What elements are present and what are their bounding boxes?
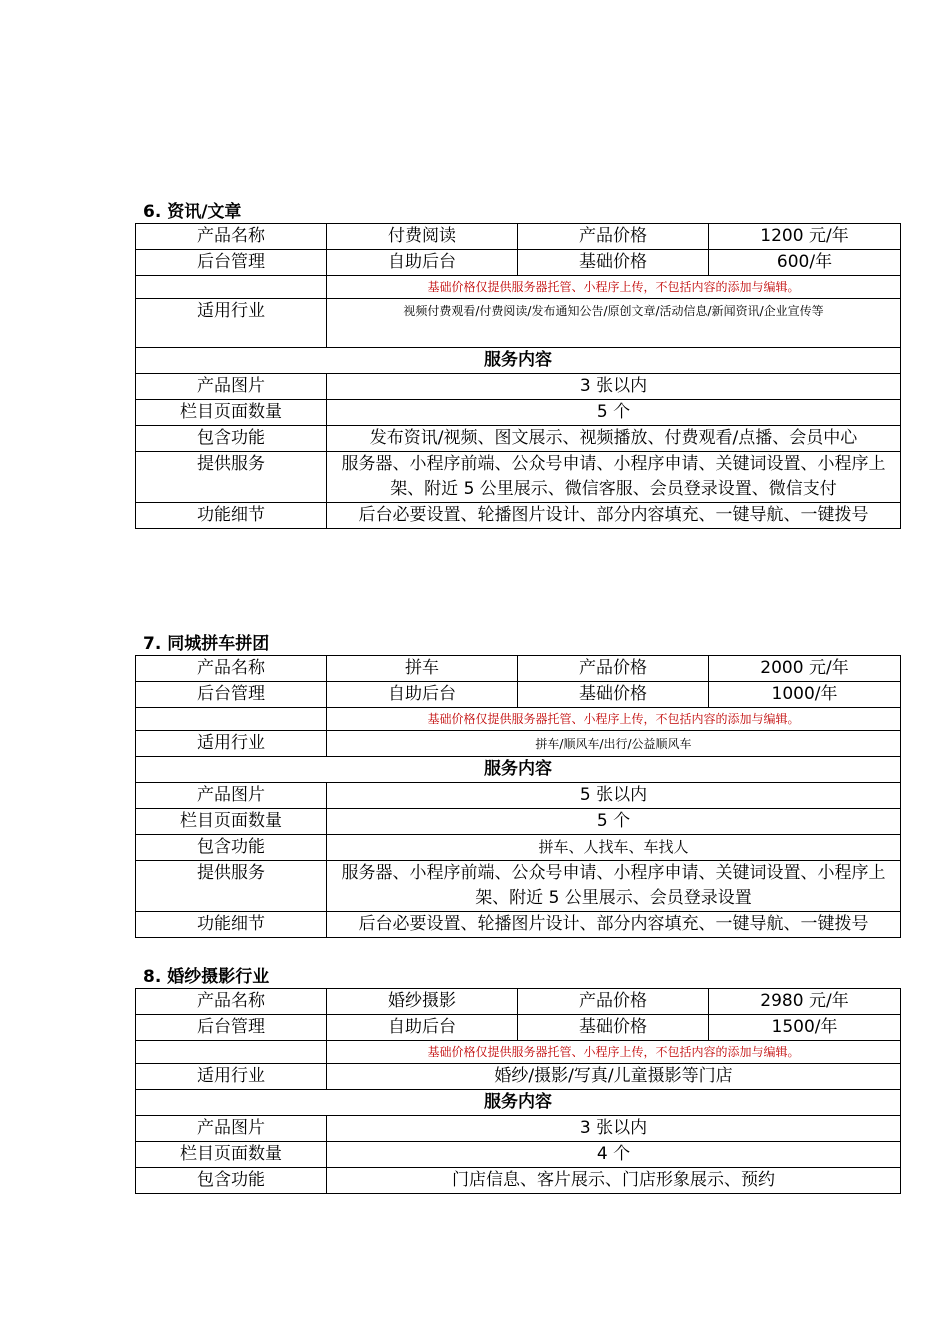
images-label: 产品图片 — [136, 1116, 327, 1142]
features-value: 发布资讯/视频、图文展示、视频播放、付费观看/点播、会员中心 — [327, 426, 901, 452]
note-empty-cell — [136, 708, 327, 731]
table-row — [136, 682, 901, 708]
table-row — [136, 708, 901, 731]
section-6 — [135, 201, 886, 529]
table-row — [136, 809, 901, 835]
price-label: 产品价格 — [518, 224, 709, 250]
product-name-value: 婚纱摄影 — [327, 989, 518, 1015]
price-value: 1200 元/年 — [709, 224, 901, 250]
table-row — [136, 783, 901, 809]
table-row — [136, 276, 901, 299]
pages-label: 栏目页面数量 — [136, 809, 327, 835]
section-8 — [135, 966, 849, 1194]
pages-label: 栏目页面数量 — [136, 1142, 327, 1168]
admin-value: 自助后台 — [327, 1015, 518, 1041]
table-row — [136, 989, 901, 1015]
admin-label: 后台管理 — [136, 250, 327, 276]
images-value: 3 张以内 — [327, 374, 901, 400]
details-label: 功能细节 — [136, 912, 327, 938]
admin-label: 后台管理 — [136, 1015, 327, 1041]
table-row — [136, 426, 901, 452]
section-title: 7. 同城拼车拼团 — [143, 634, 270, 654]
table-row — [136, 1015, 901, 1041]
product-table — [135, 988, 901, 1194]
table-row — [136, 1090, 901, 1116]
services-label: 提供服务 — [136, 452, 327, 503]
pages-value: 5 个 — [327, 400, 901, 426]
base-price-label: 基础价格 — [518, 682, 709, 708]
table-row — [136, 1168, 901, 1194]
features-label: 包含功能 — [136, 426, 327, 452]
product-name-label: 产品名称 — [136, 656, 327, 682]
table-row — [136, 250, 901, 276]
table-row — [136, 912, 901, 938]
product-name-label: 产品名称 — [136, 989, 327, 1015]
base-price-value: 600/年 — [709, 250, 901, 276]
table-row — [136, 374, 901, 400]
table-row — [136, 299, 901, 348]
product-table — [135, 223, 901, 529]
pages-value: 5 个 — [327, 809, 901, 835]
table-row — [136, 731, 901, 757]
features-label: 包含功能 — [136, 835, 327, 861]
base-price-value: 1500/年 — [709, 1015, 901, 1041]
note-empty-cell — [136, 276, 327, 299]
images-label: 产品图片 — [136, 374, 327, 400]
industry-value: 视频付费观看/付费阅读/发布通知公告/原创文章/活动信息/新闻资讯/企业宣传等 — [327, 299, 901, 348]
industry-label: 适用行业 — [136, 1064, 327, 1090]
pages-label: 栏目页面数量 — [136, 400, 327, 426]
service-header: 服务内容 — [136, 348, 901, 374]
table-row — [136, 757, 901, 783]
services-value: 服务器、小程序前端、公众号申请、小程序申请、关键词设置、小程序上架、附近 5 公里展示、会员登录设置 — [327, 861, 901, 912]
images-value: 5 张以内 — [327, 783, 901, 809]
admin-label: 后台管理 — [136, 682, 327, 708]
table-row — [136, 1116, 901, 1142]
table-row — [136, 224, 901, 250]
features-value: 拼车、人找车、车找人 — [327, 835, 901, 861]
base-price-label: 基础价格 — [518, 1015, 709, 1041]
features-label: 包含功能 — [136, 1168, 327, 1194]
product-name-label: 产品名称 — [136, 224, 327, 250]
product-name-value: 付费阅读 — [327, 224, 518, 250]
price-value: 2980 元/年 — [709, 989, 901, 1015]
table-row — [136, 656, 901, 682]
services-value: 服务器、小程序前端、公众号申请、小程序申请、关键词设置、小程序上架、附近 5 公里展示、微信客服、会员登录设置、微信支付 — [327, 452, 901, 503]
base-price-label: 基础价格 — [518, 250, 709, 276]
table-row — [136, 452, 901, 503]
industry-value: 婚纱/摄影/写真/儿童摄影等门店 — [327, 1064, 901, 1090]
note-empty-cell — [136, 1041, 327, 1064]
service-header: 服务内容 — [136, 757, 901, 783]
section-title: 6. 资讯/文章 — [143, 202, 242, 222]
industry-label: 适用行业 — [136, 299, 327, 348]
industry-label: 适用行业 — [136, 731, 327, 757]
product-table — [135, 655, 901, 938]
section-7 — [135, 633, 886, 938]
pages-value: 4 个 — [327, 1142, 901, 1168]
details-value: 后台必要设置、轮播图片设计、部分内容填充、一键导航、一键拨号 — [327, 912, 901, 938]
industry-value: 拼车/顺风车/出行/公益顺风车 — [327, 731, 901, 757]
table-row — [136, 861, 901, 912]
admin-value: 自助后台 — [327, 250, 518, 276]
base-price-note: 基础价格仅提供服务器托管、小程序上传，不包括内容的添加与编辑。 — [327, 276, 901, 299]
base-price-value: 1000/年 — [709, 682, 901, 708]
table-row — [136, 1064, 901, 1090]
service-header: 服务内容 — [136, 1090, 901, 1116]
base-price-note: 基础价格仅提供服务器托管、小程序上传，不包括内容的添加与编辑。 — [327, 708, 901, 731]
price-value: 2000 元/年 — [709, 656, 901, 682]
base-price-note: 基础价格仅提供服务器托管、小程序上传，不包括内容的添加与编辑。 — [327, 1041, 901, 1064]
services-label: 提供服务 — [136, 861, 327, 912]
price-label: 产品价格 — [518, 989, 709, 1015]
section-title: 8. 婚纱摄影行业 — [143, 967, 270, 987]
images-label: 产品图片 — [136, 783, 327, 809]
table-row — [136, 503, 901, 529]
table-row — [136, 1041, 901, 1064]
images-value: 3 张以内 — [327, 1116, 901, 1142]
table-row — [136, 348, 901, 374]
table-row — [136, 1142, 901, 1168]
price-label: 产品价格 — [518, 656, 709, 682]
details-label: 功能细节 — [136, 503, 327, 529]
table-row — [136, 835, 901, 861]
features-value: 门店信息、客片展示、门店形象展示、预约 — [327, 1168, 901, 1194]
details-value: 后台必要设置、轮播图片设计、部分内容填充、一键导航、一键拨号 — [327, 503, 901, 529]
admin-value: 自助后台 — [327, 682, 518, 708]
product-name-value: 拼车 — [327, 656, 518, 682]
table-row — [136, 400, 901, 426]
